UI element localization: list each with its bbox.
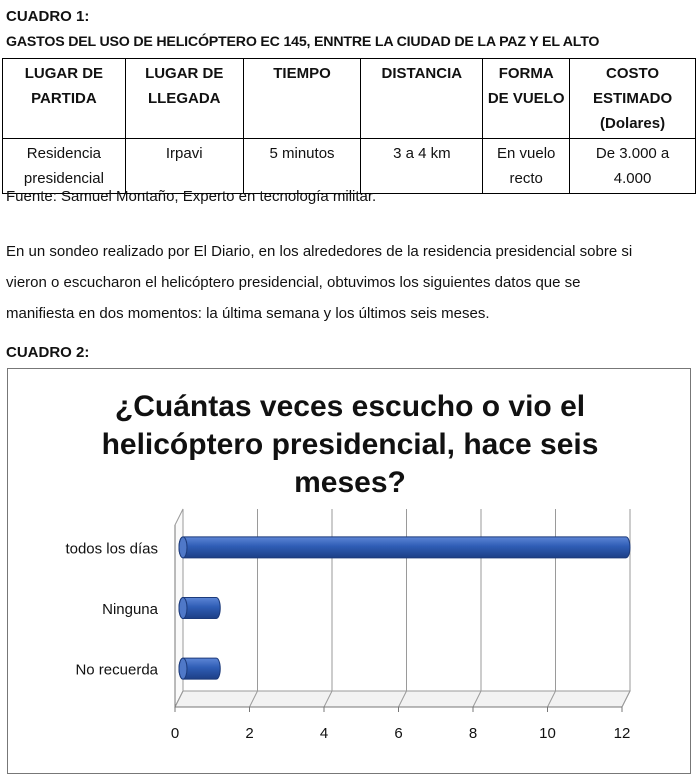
paragraph-line: En un sondeo realizado por El Diario, en los alrededores de la residencia presidencial sobre si bbox=[6, 243, 633, 260]
cuadro1-title: GASTOS DEL USO DE HELICÓPTERO EC 145, ENNTRE LA CIUDAD DE LA PAZ Y EL ALTO bbox=[6, 34, 600, 50]
bar-chart bbox=[8, 369, 692, 775]
bar-0 bbox=[179, 537, 630, 558]
category-label: todos los días bbox=[65, 540, 158, 558]
x-tick-label: 4 bbox=[319, 725, 329, 742]
cell-tiempo: 5 minutos bbox=[243, 139, 361, 194]
table-header-row bbox=[3, 59, 696, 139]
table-row bbox=[3, 139, 696, 194]
x-tick-label: 12 bbox=[613, 725, 631, 742]
paragraph-line: vieron o escucharon el helicóptero presidencial, obtuvimos los siguientes datos que se bbox=[6, 274, 581, 291]
costs-table bbox=[2, 58, 696, 194]
chart-title-line: helicóptero presidencial, hace seis bbox=[101, 428, 599, 461]
bar-cap-1 bbox=[179, 598, 187, 619]
chart-frame bbox=[7, 368, 691, 774]
x-tick-label: 8 bbox=[468, 725, 478, 742]
x-tick-label: 10 bbox=[539, 725, 556, 742]
cell-distancia: 3 a 4 km bbox=[361, 139, 483, 194]
table-source: Fuente: Samuel Montaño, Experto en tecnología militar. bbox=[6, 188, 377, 205]
category-label: No recuerda bbox=[75, 661, 158, 679]
bar-cap-2 bbox=[179, 658, 187, 679]
cell-costo-estimado: De 3.000 a 4.000 bbox=[570, 139, 696, 194]
header-forma-vuelo: FORMA DE VUELO bbox=[483, 59, 570, 139]
category-label: Ninguna bbox=[102, 601, 158, 618]
cuadro2-label: CUADRO 2: bbox=[6, 344, 90, 361]
bar-cap-0 bbox=[179, 537, 187, 558]
header-costo-estimado: COSTO ESTIMADO (Dolares) bbox=[570, 59, 696, 139]
chart-title-line: ¿Cuántas veces escucho o vio el bbox=[114, 390, 586, 423]
header-tiempo: TIEMPO bbox=[243, 59, 361, 139]
paragraph-line: manifiesta en dos momentos: la última semana y los últimos seis meses. bbox=[6, 305, 490, 322]
cuadro1-label: CUADRO 1: bbox=[6, 8, 90, 25]
cell-lugar-llegada: Irpavi bbox=[125, 139, 243, 194]
chart-title-line: meses? bbox=[294, 466, 406, 499]
header-distancia: DISTANCIA bbox=[361, 59, 483, 139]
body-paragraph bbox=[6, 236, 686, 329]
header-lugar-llegada: LUGAR DE LLEGADA bbox=[125, 59, 243, 139]
cell-lugar-partida: Residencia presidencial bbox=[3, 139, 126, 194]
cell-forma-vuelo: En vuelo recto bbox=[483, 139, 570, 194]
x-tick-label: 0 bbox=[170, 725, 180, 742]
x-tick-label: 2 bbox=[245, 725, 254, 742]
x-tick-label: 6 bbox=[394, 725, 403, 742]
header-lugar-partida: LUGAR DE PARTIDA bbox=[3, 59, 126, 139]
